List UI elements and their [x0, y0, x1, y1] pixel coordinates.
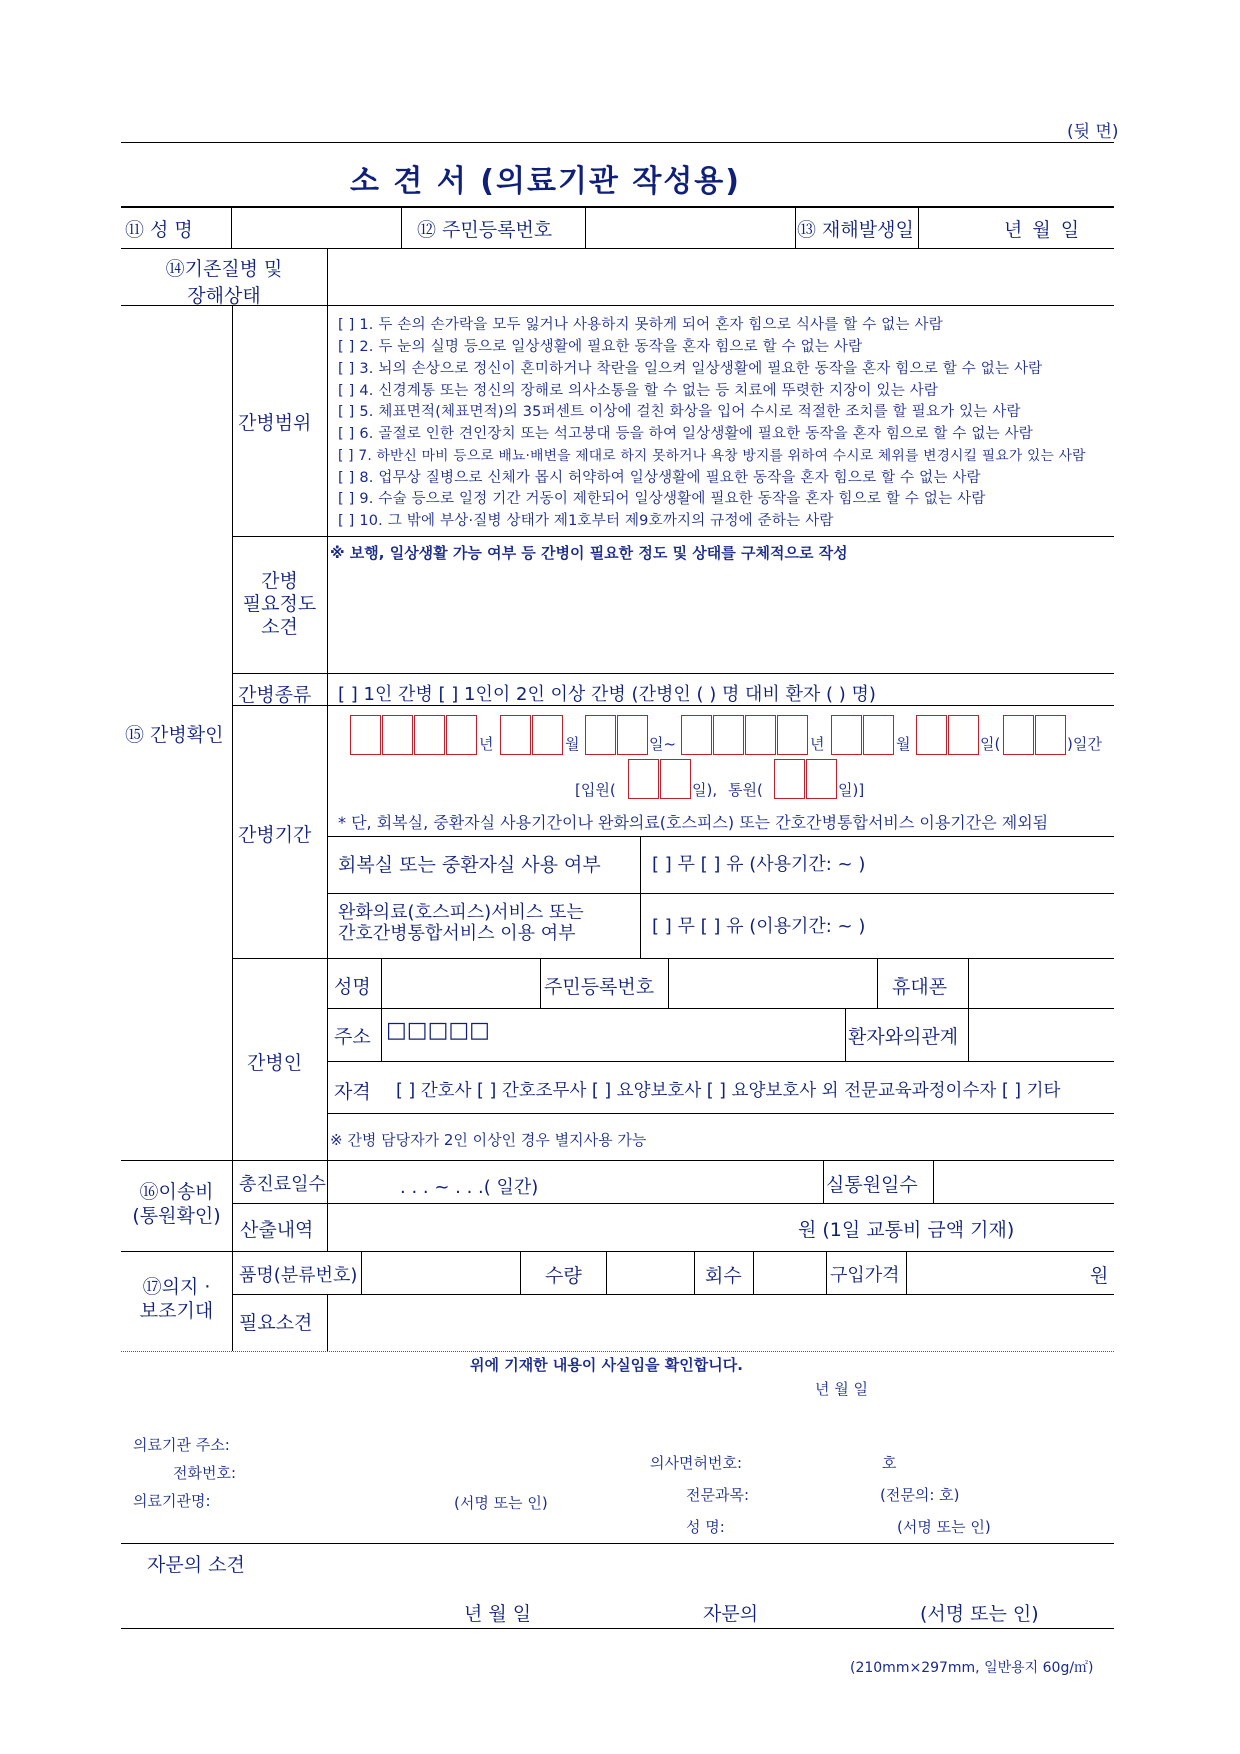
care-scope-item-7[interactable]: [ ] 7. 하반신 마비 등으로 배뇨·배변을 제대로 하지 못하거나 욕창 방지를 위하여 수시로 체위를 변경시킬 필요가 있는 사람: [338, 448, 1086, 464]
total-days-label: 총진료일수: [239, 1174, 326, 1195]
icu-use-options[interactable]: [ ] 무 [ ] 유 (사용기간: ~ ): [652, 854, 866, 875]
caregiver-rrn-field[interactable]: [673, 962, 873, 1000]
license-number-label: 의사면허번호:: [650, 1454, 742, 1472]
prosthesis-section-label: ⑰의지 · 보조기대: [139, 1276, 214, 1322]
care-period-label: 간병기간: [238, 824, 312, 846]
actual-days-label: 실통원일수: [826, 1174, 918, 1196]
rrn-label: ⑫ 주민등록번호: [417, 219, 553, 241]
care-scope-item-3[interactable]: [ ] 3. 뇌의 손상으로 정신이 혼미하거나 착란을 일으켜 일상생활에 필요한 동작을 혼자 힘으로 할 수 없는 사람: [338, 361, 1043, 377]
calc-label: 산출내역: [240, 1219, 314, 1241]
care-scope-item-5[interactable]: [ ] 5. 체표면적(체표면적)의 35퍼센트 이상에 걸친 화상을 입어 수시로 적절한 조치를 할 필요가 있는 사람: [338, 404, 1021, 420]
caregiver-name-field[interactable]: [386, 962, 536, 1000]
doctor-sign[interactable]: (서명 또는 인): [897, 1518, 991, 1536]
count-label: 회수: [705, 1265, 742, 1287]
specialist-field[interactable]: (전문의: 호): [880, 1486, 960, 1504]
hospital-address-label: 의료기관 주소:: [133, 1436, 230, 1454]
need-opinion-field[interactable]: [332, 1298, 1110, 1347]
care-need-field[interactable]: [332, 566, 1110, 670]
name-label: ⑪ 성 명: [125, 219, 193, 241]
accident-date-field[interactable]: 년 월 일: [1004, 219, 1082, 241]
care-need-label: 간병 필요정도 소견: [242, 570, 317, 638]
icu-use-label: 회복실 또는 중환자실 사용 여부: [338, 854, 601, 876]
item-name-label: 품명(분류번호): [239, 1265, 358, 1286]
hospice-use-options[interactable]: [ ] 무 [ ] 유 (이용기간: ~ ): [652, 916, 866, 937]
advisor-date[interactable]: 년 월 일: [464, 1603, 532, 1625]
caregiver-phone-label: 휴대폰: [892, 976, 948, 998]
table-top-rule: [121, 206, 1114, 208]
existing-condition-label: ⑭기존질병 및 장해상태: [165, 258, 283, 307]
need-opinion-label: 필요소견: [239, 1312, 313, 1334]
caregiver-name-label: 성명: [334, 976, 371, 998]
top-rule: [121, 142, 1114, 143]
calc-field[interactable]: 원 (1일 교통비 금액 기재): [798, 1219, 1015, 1241]
caregiver-phone-field[interactable]: [973, 962, 1109, 1000]
advisor-sign[interactable]: (서명 또는 인): [920, 1603, 1039, 1625]
form-title: 소 견 서 (의료기관 작성용): [350, 164, 741, 199]
confirm-statement: 위에 기재한 내용이 사실임을 확인합니다.: [470, 1356, 743, 1374]
quantity-field[interactable]: [611, 1255, 689, 1290]
caregiver-label: 간병인: [247, 1052, 303, 1074]
hospital-phone-label: 전화번호:: [173, 1464, 237, 1482]
care-scope-item-1[interactable]: [ ] 1. 두 손의 손가락을 모두 잃거나 사용하지 못하게 되어 혼자 힘으로 식사를 할 수 없는 사람: [338, 317, 943, 333]
care-scope-item-8[interactable]: [ ] 8. 업무상 질병으로 신체가 몹시 허약하여 일상생활에 필요한 동작을 혼자 힘으로 할 수 없는 사람: [338, 470, 981, 486]
caregiver-qualification-label: 자격: [334, 1081, 371, 1103]
care-scope-item-2[interactable]: [ ] 2. 두 눈의 실명 등으로 일상생활에 필요한 동작을 혼자 힘으로 할 수 없는 사람: [338, 339, 863, 355]
care-section-label: ⑮ 간병확인: [125, 724, 224, 746]
advisor-label: 자문의: [703, 1603, 759, 1625]
existing-condition-field[interactable]: [332, 252, 1110, 302]
caregiver-address-field[interactable]: □□□□□: [386, 1018, 490, 1043]
purchase-price-label: 구입가격: [830, 1265, 900, 1286]
care-period-note: * 단, 회복실, 중환자실 사용기간이나 완화의료(호스피스) 또는 간호간병통합서비스 이용기간은 제외됨: [338, 813, 1049, 832]
care-type-options[interactable]: [ ] 1인 간병 [ ] 1인이 2인 이상 간병 (간병인 ( ) 명 대비 환자 ( ) 명): [338, 684, 876, 705]
name-field[interactable]: [236, 210, 396, 244]
hospital-sign[interactable]: (서명 또는 인): [454, 1494, 548, 1512]
care-scope-label: 간병범위: [238, 412, 312, 434]
paper-spec: (210mm×297mm, 일반용지 60g/㎡): [850, 1660, 1094, 1676]
caregiver-rrn-label: 주민등록번호: [544, 976, 655, 998]
caregiver-qualification-options[interactable]: [ ] 간호사 [ ] 간호조무사 [ ] 요양보호사 [ ] 요양보호사 외 전문교육과정이수자 [ ] 기타: [396, 1081, 1061, 1101]
caregiver-relation-field[interactable]: [973, 1012, 1109, 1056]
count-field[interactable]: [758, 1255, 821, 1290]
hospital-name-label: 의료기관명:: [133, 1492, 211, 1510]
care-scope-item-9[interactable]: [ ] 9. 수술 등으로 일정 기간 거동이 제한되어 일상생활에 필요한 동작을 혼자 힘으로 할 수 없는 사람: [338, 491, 986, 507]
transport-section-label: ⑯이송비 (통원확인): [132, 1181, 221, 1227]
actual-days-field[interactable]: [938, 1164, 1108, 1200]
care-scope-item-10[interactable]: [ ] 10. 그 밖에 부상·질병 상태가 제1호부터 제9호까지의 규정에 준하는 사람: [338, 513, 834, 529]
accident-date-label: ⑬ 재해발생일: [797, 219, 914, 241]
license-number-unit: 호: [882, 1454, 897, 1472]
purchase-price-field[interactable]: 원: [1090, 1265, 1109, 1287]
caregiver-address-label: 주소: [334, 1026, 371, 1048]
caregiver-note: ※ 간병 담당자가 2인 이상인 경우 별지사용 가능: [330, 1131, 647, 1149]
confirm-date[interactable]: 년 월 일: [815, 1380, 869, 1398]
hospice-use-label: 완화의료(호스피스)서비스 또는 간호간병통합서비스 이용 여부: [338, 902, 584, 944]
specialty-label: 전문과목:: [686, 1486, 750, 1504]
care-need-note: ※ 보행, 일상생활 가능 여부 등 간병이 필요한 정도 및 상태를 구체적으로 작성: [330, 544, 848, 562]
care-scope-item-6[interactable]: [ ] 6. 골절로 인한 견인장치 또는 석고붕대 등을 하여 일상생활에 필요한 동작을 혼자 힘으로 할 수 없는 사람: [338, 426, 1033, 442]
care-scope-item-4[interactable]: [ ] 4. 신경계통 또는 정신의 장해로 의사소통을 할 수 없는 등 치료에 뚜렷한 지장이 있는 사람: [338, 383, 939, 399]
advisor-opinion-title: 자문의 소견: [147, 1554, 245, 1576]
care-type-label: 간병종류: [238, 684, 312, 706]
doctor-name-label: 성 명:: [686, 1518, 725, 1536]
caregiver-relation-label: 환자와의관계: [848, 1026, 959, 1048]
page-side-tag: (뒷 면): [1067, 122, 1119, 142]
item-name-field[interactable]: [366, 1255, 516, 1290]
total-days-field[interactable]: . . . ~ . . .( 일간): [400, 1177, 539, 1198]
rrn-field[interactable]: [590, 210, 790, 244]
quantity-label: 수량: [545, 1265, 582, 1287]
